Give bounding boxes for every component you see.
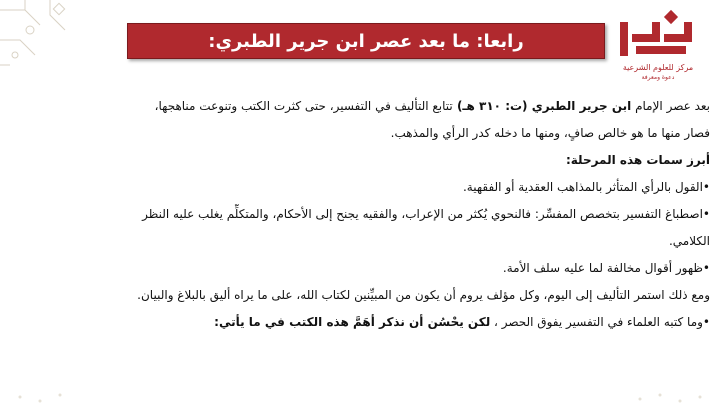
bullet-item-4-text: وما كتبه العلماء في التفسير يفوق الحصر ، — [490, 315, 703, 329]
bullet-item-4 — [10, 312, 710, 339]
bottom-ornament — [0, 375, 720, 405]
p1-date: (ت: ٣١٠ هـ) — [452, 99, 532, 113]
corner-ornament — [0, 0, 110, 80]
paragraph-continuation: ومع ذلك استمر التأليف إلى اليوم، وكل مؤلف يروم أن يكون من المبيِّنين لكتاب الله، على ما يراه أليق بالبلاغ والبيان. — [137, 288, 710, 302]
p1-text-pre: بعد عصر الإمام — [631, 99, 710, 113]
bullet-icon: • — [702, 180, 710, 194]
logo-tagline: دعوة ومعرفة — [641, 74, 675, 81]
bullet-item-4-emphasis: لكن يحْسُن أن نذكر أهَمَّ هذه الكتب في ما يأتي: — [214, 315, 491, 329]
bullet-item-3-text: ظهور أقوال مخالفة لما عليه سلف الأمة. — [502, 261, 703, 275]
bullet-item-2-continued: الكلامي. — [668, 234, 710, 248]
bullet-item-1 — [10, 177, 710, 204]
bullet-icon: • — [702, 207, 710, 221]
p1-text-post: تتابع التأليف في التفسير، حتى كثرت الكتب وتنوعت مناهجها، — [154, 99, 453, 113]
paragraph-2: فصار منها ما هو خالص صافٍ، ومنها ما دخله كدر الرأي والمذهب. — [390, 126, 710, 140]
bullet-icon: • — [702, 261, 710, 275]
paragraph-1 — [10, 96, 710, 123]
section-title-bar — [127, 23, 605, 59]
p1-highlight-name: ابن جرير الطبري — [531, 99, 632, 113]
logo-subtitle: مركز للعلوم الشرعية — [622, 63, 694, 72]
bullet-item-3 — [10, 258, 710, 285]
subheading-features: أبرز سمات هذه المرحلة: — [565, 153, 710, 167]
bullet-icon: • — [702, 315, 710, 329]
bullet-item-2-text: اصطباغ التفسير بتخصص المفسِّر: فالنحوي يُكثر من الإعراب، والفقيه يجنح إلى الأحكام، والمتكلِّم يغلب عليه النظر — [142, 207, 703, 221]
content-body — [10, 96, 710, 339]
bullet-item-1-text: القول بالرأي المتأثر بالمذاهب العقدية أو الفقهية. — [462, 180, 703, 194]
bullet-item-2 — [10, 204, 710, 231]
section-title: رابعا: ما بعد عصر ابن جرير الطبري: — [208, 30, 524, 52]
